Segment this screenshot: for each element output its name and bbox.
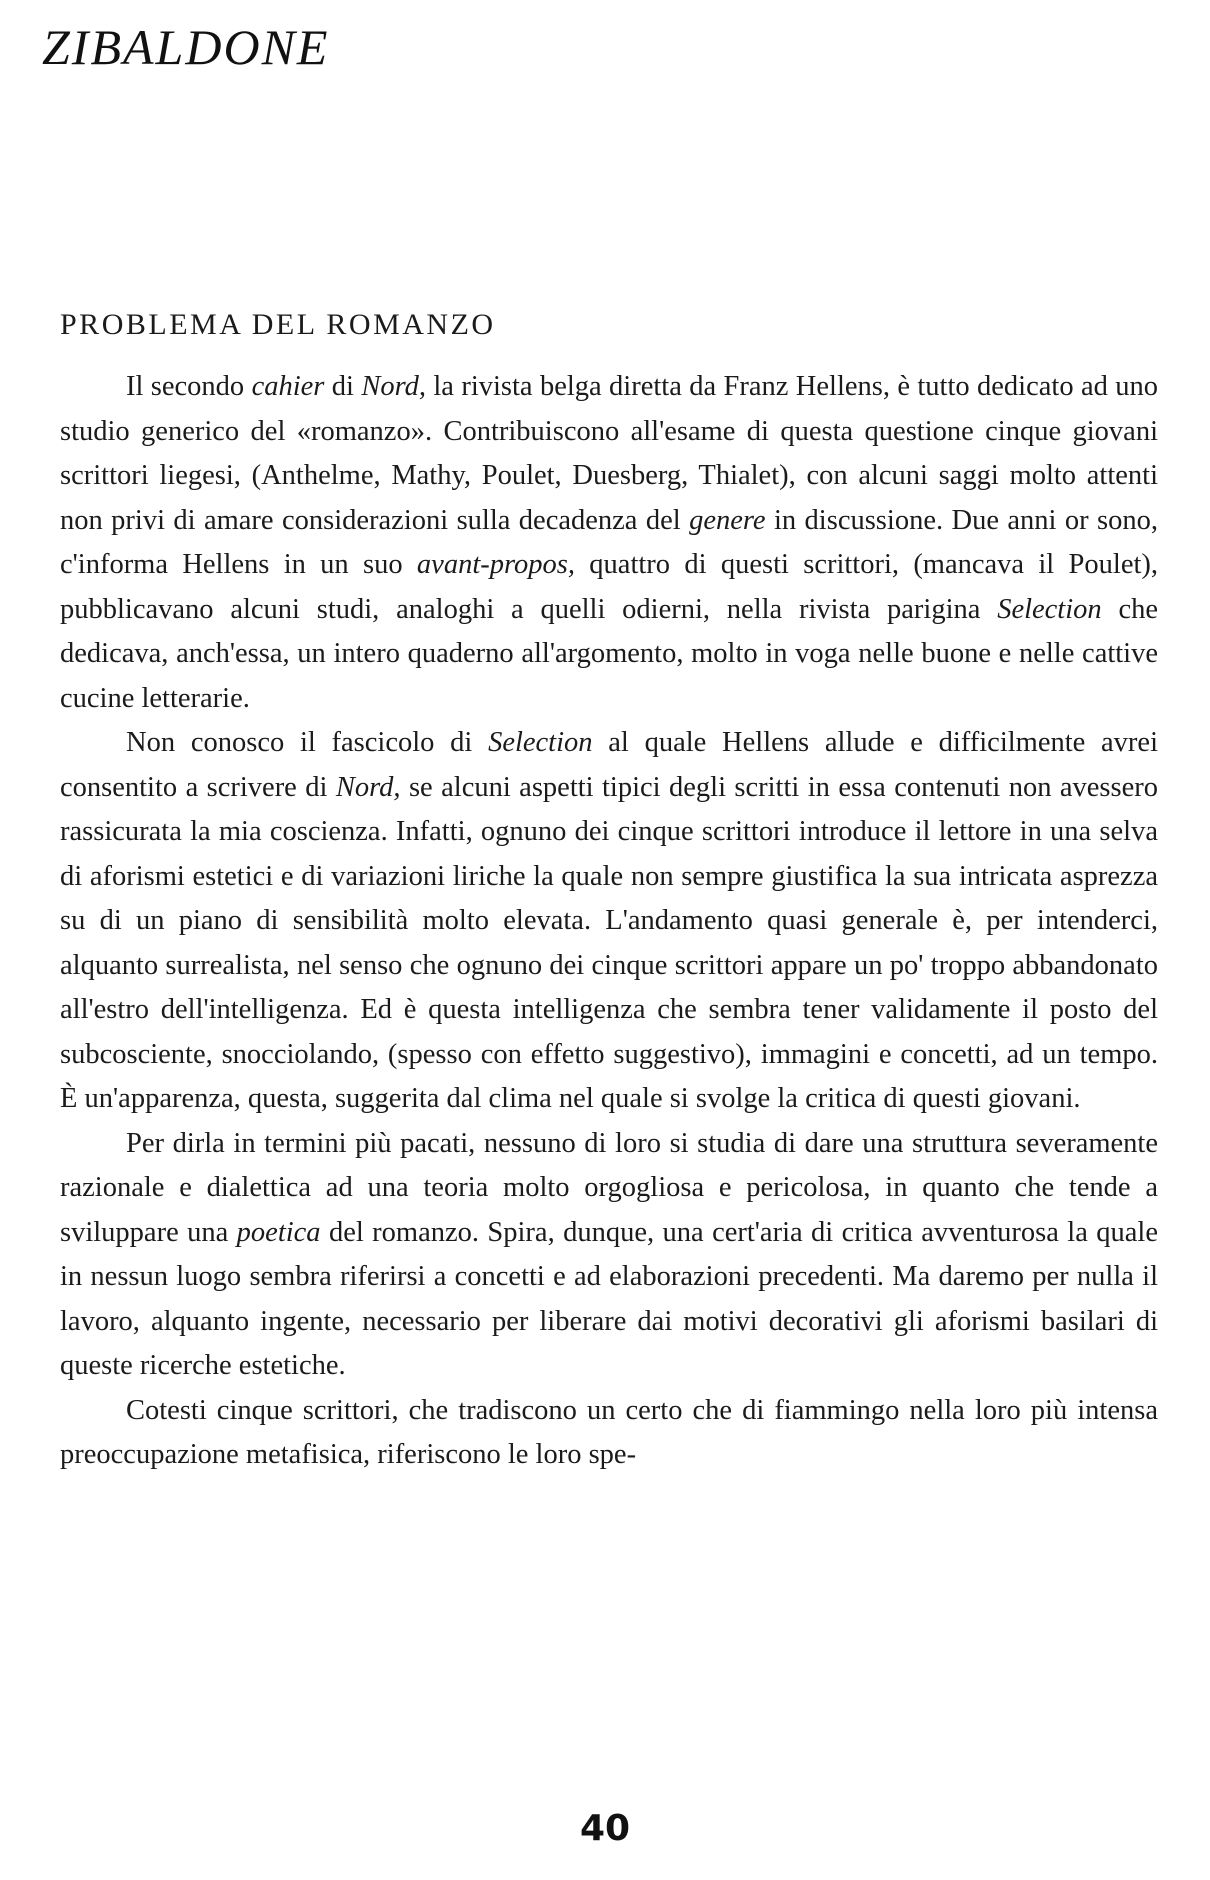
text-run: in discussione. Due anni or sono, c'informa Hellens in un suo xyxy=(60,504,1158,580)
text-run: di xyxy=(324,371,362,402)
paragraph xyxy=(60,365,1158,721)
page-number: 40 xyxy=(579,1808,631,1849)
section-title: PROBLEMA DEL ROMANZO xyxy=(60,308,496,341)
italic-text: Nord, xyxy=(335,771,401,803)
text-run: quattro di questi scrittori, (mancava il Poulet), pubblicavano alcuni studi, analoghi a quelli odierni, nella rivista parigina xyxy=(60,549,1158,625)
paragraph xyxy=(60,1389,1158,1478)
text-run: Cotesti cinque scrittori, che tradiscono un certo che di fiammingo nella loro più intensa preoccupazione metafisica, riferiscono le loro spe- xyxy=(60,1394,1158,1470)
italic-text: avant-propos, xyxy=(416,549,575,580)
text-run: Il secondo xyxy=(126,371,252,402)
text-run: Per dirla in termini più pacati, nessuno di loro si studia di dare una struttura severamente razionale e dialettica ad una teoria molto orgogliosa e pericolosa, in quanto che tende a sviluppare una xyxy=(60,1127,1158,1248)
text-run: la rivista belga diretta da Franz Hellens, è tutto dedicato ad uno studio generico del «romanzo». Contribuiscono all'esame di questa questione cinque giovani scrittori liegesi, (Anthelme, Mathy, Poulet, Duesberg, Thialet), con alcuni saggi molto attenti non privi di amare considerazioni sulla decadenza del xyxy=(60,371,1158,536)
italic-text: Nord, xyxy=(361,371,426,402)
italic-text: genere xyxy=(689,504,766,536)
italic-text: Selection xyxy=(488,727,593,758)
article-body xyxy=(60,365,1158,1478)
paragraph xyxy=(60,1122,1158,1389)
text-run: se alcuni aspetti tipici degli scritti in essa contenuti non avessero rassicurata la mia coscienza. Infatti, ognuno dei cinque scrittori introduce il lettore in una selva di aforismi estetici e di variazioni liriche la quale non sempre giustifica la sua intricata asprezza su di un piano di sensibilità molto elevata. L'andamento quasi generale è, per intenderci, alquanto surrealista, nel senso che ognuno dei cinque scrittori appare un po' troppo abbandonato all'estro dell'intelligenza. Ed è questa intelligenza che sembra tener validamente il posto del subcosciente, snocciolando, (spesso con effetto suggestivo), immagini e concetti, ad un tempo. È un'apparenza, questa, suggerita dal clima nel quale si svolge la critica di questi giovani. xyxy=(60,771,1159,1114)
italic-text: cahier xyxy=(251,371,325,402)
italic-text: poetica xyxy=(236,1216,321,1248)
text-run: che dedicava, anch'essa, un intero quaderno all'argomento, molto in voga nelle buone e nelle cattive cucine letterarie. xyxy=(60,593,1158,714)
italic-text: Selection xyxy=(997,593,1102,625)
paragraph xyxy=(60,721,1158,1122)
running-head: ZIBALDONE xyxy=(42,19,330,75)
text-run: del romanzo. Spira, dunque, una cert'aria di critica avventurosa la quale in nessun luogo sembra riferirsi a concetti e ad elaborazioni precedenti. Ma daremo per nulla il lavoro, alquanto ingente, necessario per liberare dai motivi decorativi gli aforismi basilari di queste ricerche estetiche. xyxy=(60,1216,1158,1381)
text-run: al quale Hellens allude e difficilmente avrei consentito a scrivere di xyxy=(60,727,1158,803)
text-run: Non conosco il fascicolo di xyxy=(126,727,489,758)
